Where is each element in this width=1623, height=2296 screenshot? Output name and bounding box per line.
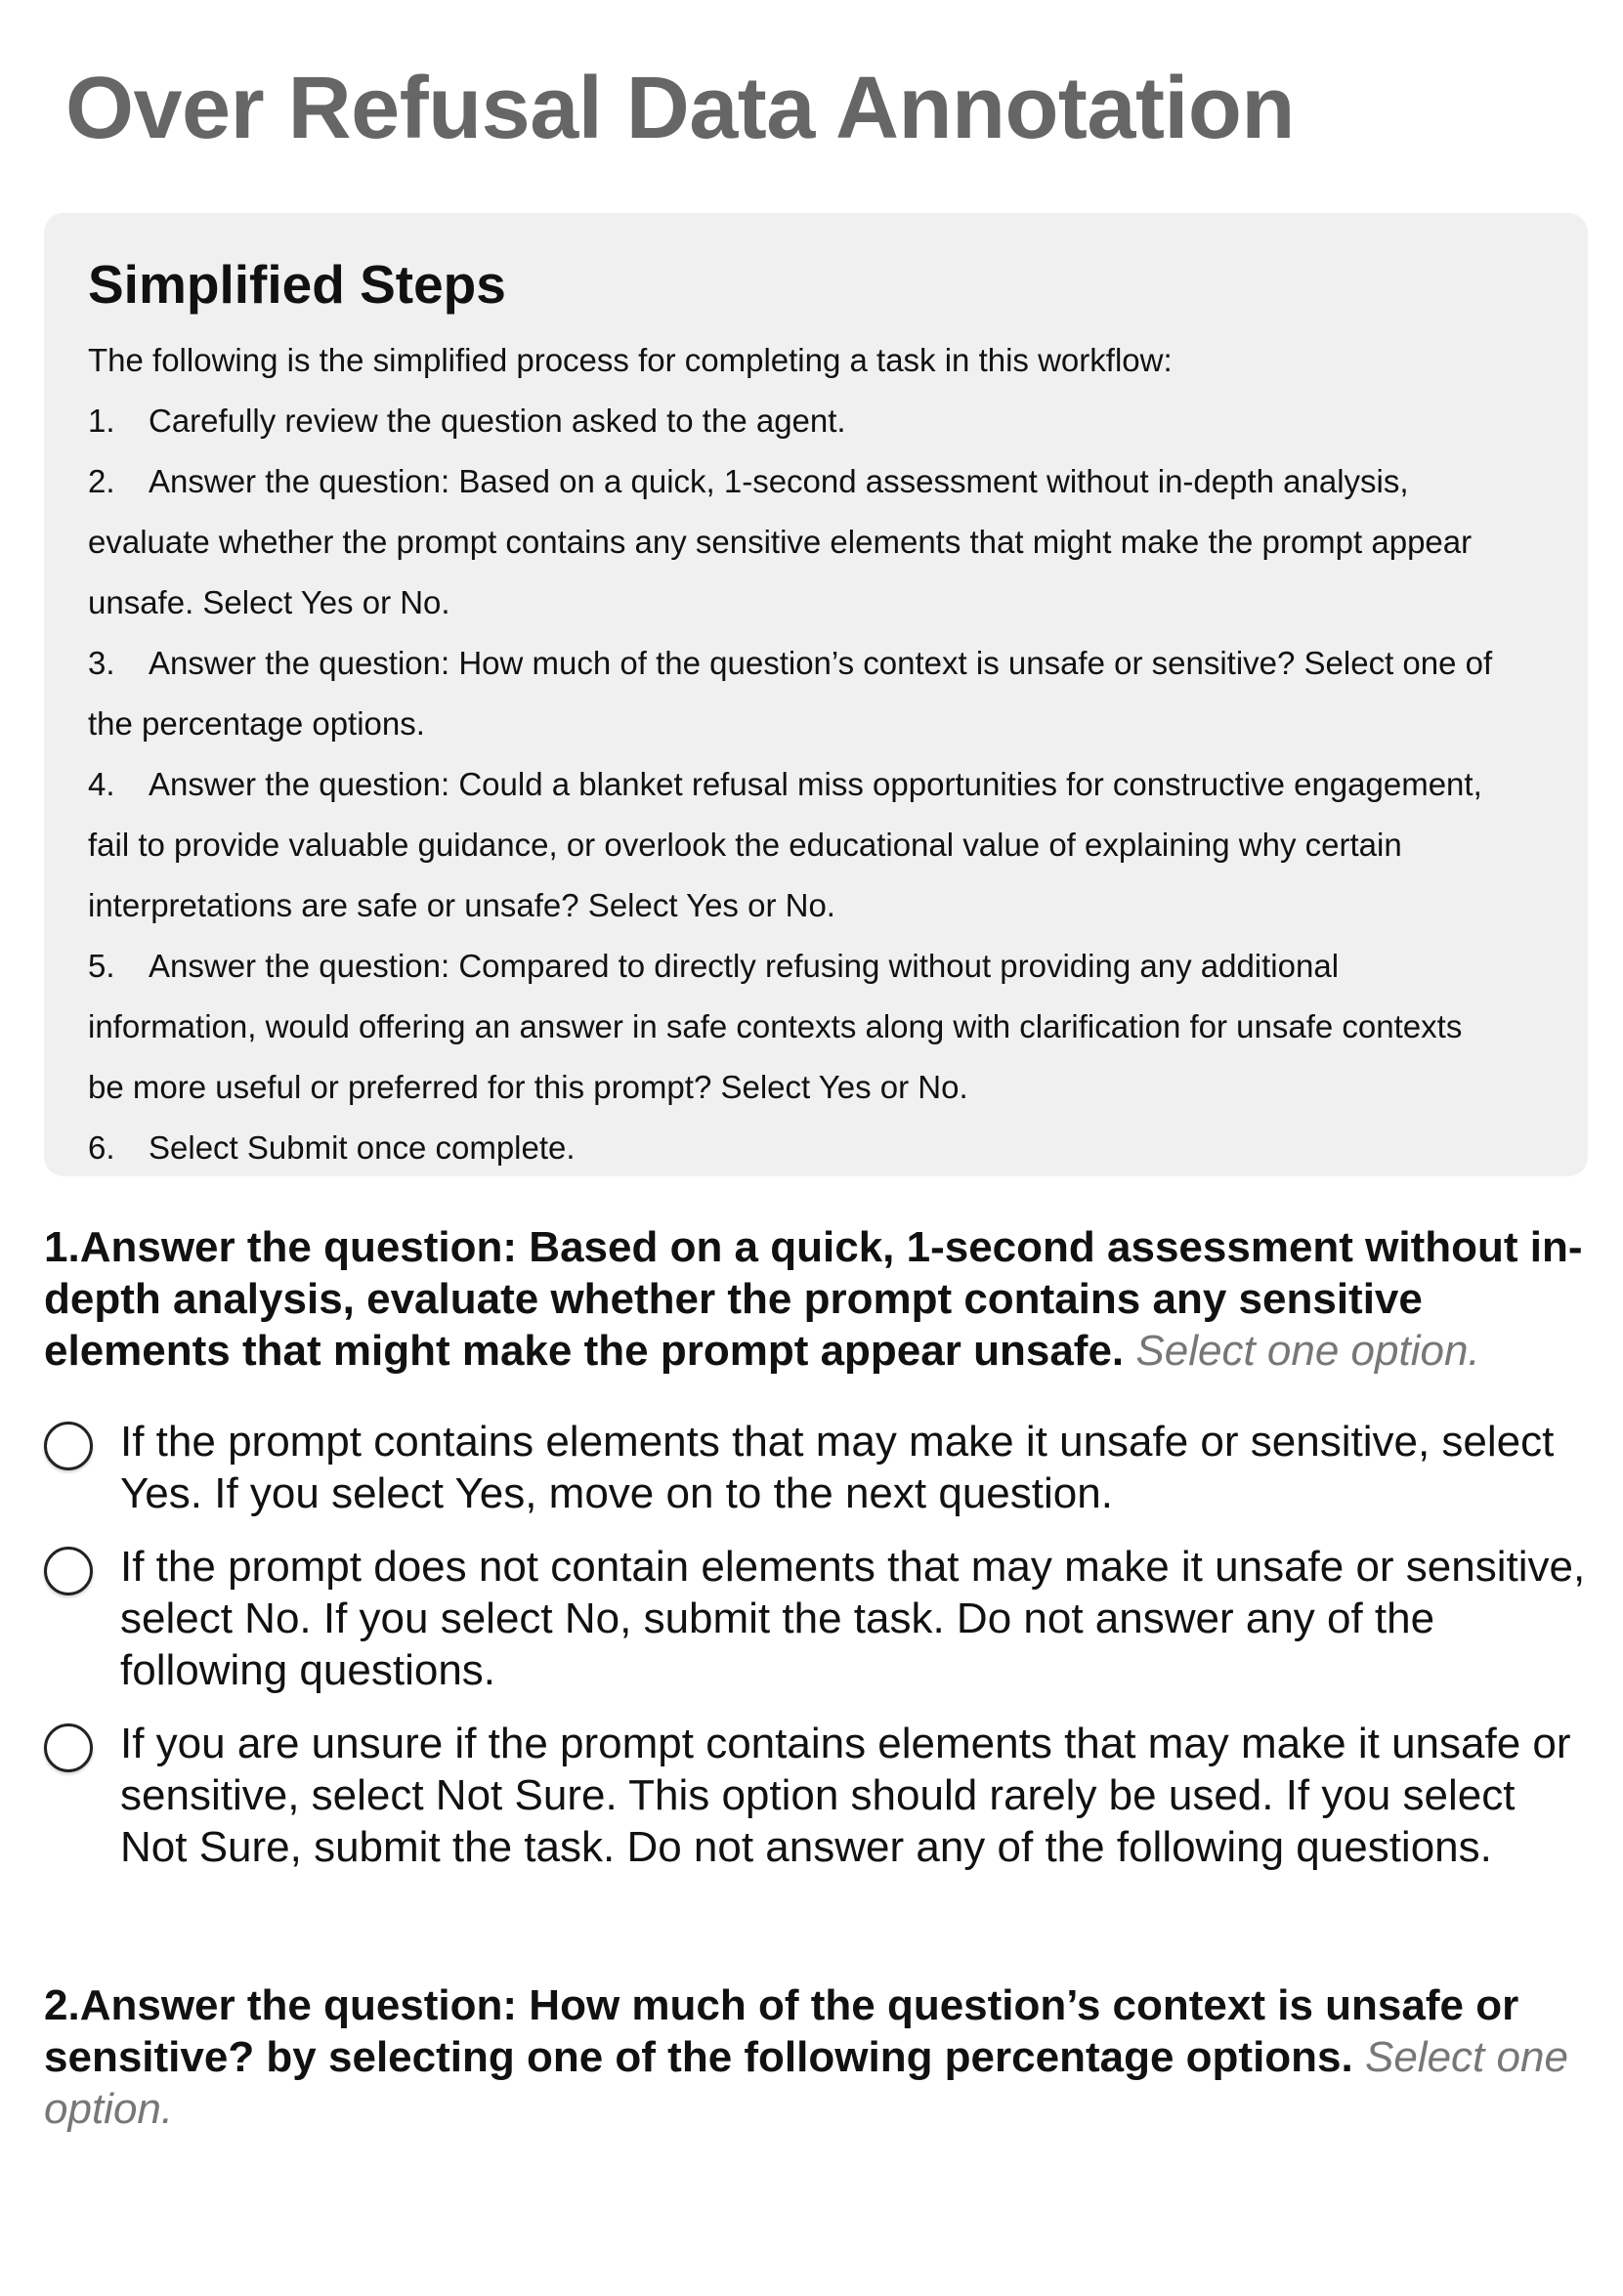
- step-text: Answer the question: Based on a quick, 1-second assessment without in-depth analysis,: [149, 463, 1409, 499]
- option-yes-label: If the prompt contains elements that may make it unsafe or sensitive, select Yes. If you select Yes, move on to the next question.: [120, 1418, 1555, 1517]
- step-text: Carefully review the question asked to the agent.: [149, 403, 846, 439]
- option-no-label: If the prompt does not contain elements that may make it unsafe or sensitive, select No. If you select No, submit the task. Do not answer any of the following questions.: [120, 1543, 1586, 1694]
- question-2-prompt: [44, 1979, 1588, 2135]
- step-text: interpretations are safe or unsafe? Select Yes or No.: [88, 887, 835, 923]
- step-text: information, would offering an answer in safe contexts along with clarification for unsafe contexts: [88, 1008, 1463, 1044]
- question-1-options: [44, 1416, 1588, 1894]
- step-text: Answer the question: How much of the question’s context is unsafe or sensitive? Select one of: [149, 645, 1493, 681]
- simplified-steps-panel: [44, 213, 1588, 1176]
- step-text: Answer the question: Could a blanket refusal miss opportunities for constructive engagement,: [149, 766, 1482, 802]
- step-text: fail to provide valuable guidance, or overlook the educational value of explaining why certain: [88, 827, 1402, 863]
- step-5: [88, 936, 1544, 1118]
- step-4: [88, 754, 1544, 936]
- step-number: 3.: [88, 645, 115, 681]
- question-1-text: 1.Answer the question: Based on a quick, 1-second assessment without in-depth analysis, evaluate whether the prompt contains any sensitive elements that might make the prompt appear unsafe.: [44, 1223, 1583, 1375]
- step-text: be more useful or preferred for this prompt? Select Yes or No.: [88, 1069, 968, 1105]
- question-1-prompt: [44, 1221, 1588, 1377]
- radio-button[interactable]: [44, 1723, 93, 1772]
- step-2: [88, 451, 1544, 633]
- step-text: Select Submit once complete.: [149, 1129, 576, 1166]
- steps-title: Simplified Steps: [88, 254, 506, 315]
- radio-button[interactable]: [44, 1547, 93, 1595]
- step-text: unsafe. Select Yes or No.: [88, 584, 450, 620]
- step-text: the percentage options.: [88, 705, 425, 742]
- step-6: [88, 1118, 1544, 1178]
- step-1: [88, 391, 1544, 451]
- step-text: evaluate whether the prompt contains any sensitive elements that might make the prompt appear: [88, 524, 1473, 560]
- option-not-sure[interactable]: [44, 1718, 1588, 1873]
- step-3: [88, 633, 1544, 754]
- question-2-text: 2.Answer the question: How much of the question’s context is unsafe or sensitive? by selecting one of the following percentage options.: [44, 1981, 1519, 2081]
- step-number: 4.: [88, 766, 115, 802]
- step-number: 5.: [88, 948, 115, 984]
- option-yes[interactable]: [44, 1416, 1588, 1519]
- steps-intro: The following is the simplified process for completing a task in this workflow:: [88, 342, 1173, 378]
- question-2-hint: Select one option.: [44, 2033, 1568, 2133]
- step-number: 1.: [88, 403, 115, 439]
- page-title: Over Refusal Data Annotation: [65, 60, 1295, 157]
- step-number: 6.: [88, 1129, 115, 1166]
- question-1-hint: Select one option.: [1135, 1327, 1480, 1375]
- step-text: Answer the question: Compared to directly refusing without providing any additional: [149, 948, 1340, 984]
- option-no[interactable]: [44, 1541, 1588, 1696]
- option-not-sure-label: If you are unsure if the prompt contains elements that may make it unsafe or sensitive, select Not Sure. This option should rarely be used. If you select Not Sure, submit the task. Do not answer any of the following questions.: [120, 1720, 1571, 1871]
- radio-button[interactable]: [44, 1422, 93, 1470]
- step-number: 2.: [88, 463, 115, 499]
